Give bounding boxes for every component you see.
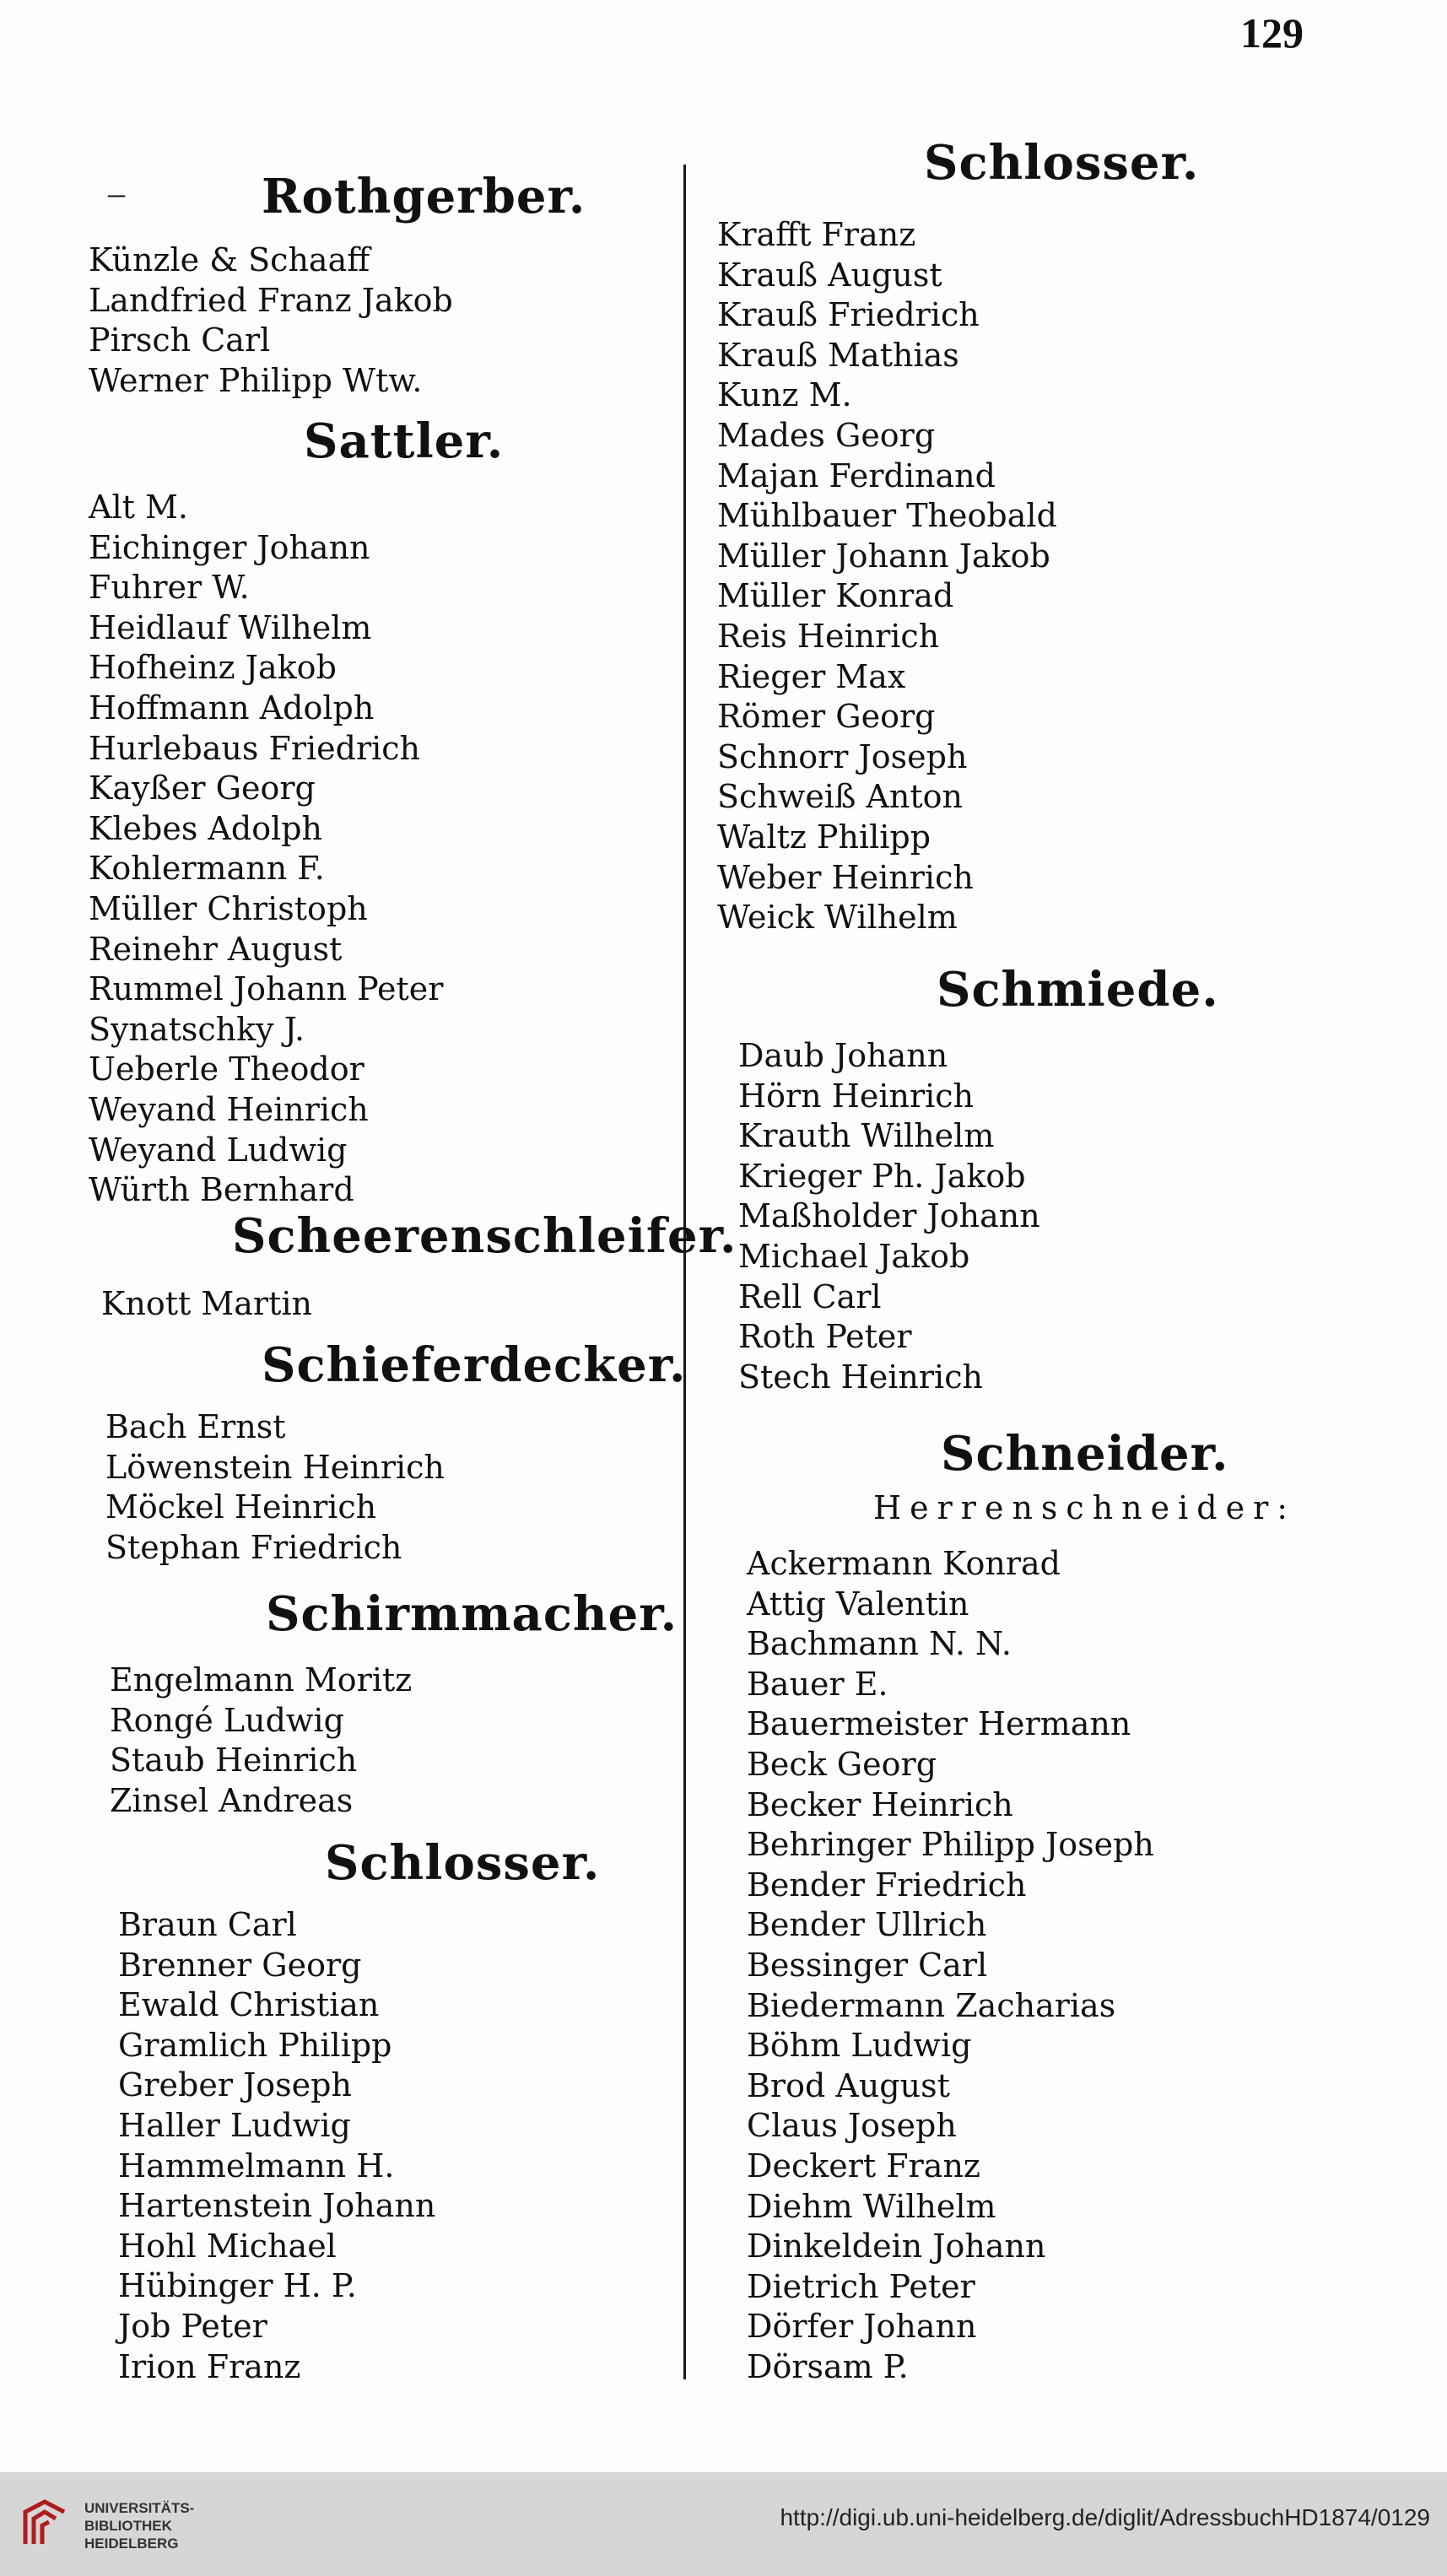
list-item: Würth Bernhard	[89, 1171, 354, 1209]
library-name-line: BIBLIOTHEK	[84, 2518, 172, 2534]
list-item: Bender Ullrich	[747, 1906, 987, 1944]
list-item: Möckel Heinrich	[105, 1488, 377, 1526]
list-item: Müller Christoph	[89, 889, 368, 927]
list-item: Dörfer Johann	[747, 2308, 977, 2346]
entry-list-schieferdecker	[105, 1407, 445, 1568]
entry-list-schirmmacher	[110, 1661, 412, 1821]
list-item: Knott Martin	[101, 1285, 312, 1322]
list-item: Pirsch Carl	[89, 321, 271, 359]
list-item: Hoffmann Adolph	[89, 689, 375, 726]
list-item: Brod August	[747, 2066, 950, 2104]
list-item: Römer Georg	[717, 698, 936, 736]
list-item: Bauer E.	[747, 1665, 888, 1703]
permalink-url[interactable]: http://digi.ub.uni-heidelberg.de/diglit/AdressbuchHD1874/0129	[780, 2504, 1430, 2530]
list-item: Fuhrer W.	[89, 569, 250, 607]
entry-list-scheerenschleifer	[101, 1284, 312, 1325]
entry-list-schlosser-right	[717, 215, 1057, 938]
list-item: Künzle & Schaaff	[89, 241, 370, 278]
list-item: Bachmann N. N.	[747, 1625, 1012, 1663]
list-item: Ueberle Theodor	[89, 1050, 364, 1088]
list-item: Greber Joseph	[118, 2066, 352, 2104]
list-item: Attig Valentin	[747, 1585, 969, 1623]
list-item: Roth Peter	[738, 1318, 912, 1356]
entry-list-schlosser-left	[118, 1905, 435, 2387]
section-heading-rothgerber: Rothgerber.	[262, 169, 586, 224]
list-item: Majan Ferdinand	[717, 456, 996, 494]
list-item: Stech Heinrich	[738, 1358, 983, 1396]
leading-dash: –	[108, 174, 125, 212]
list-item: Zinsel Andreas	[110, 1781, 354, 1819]
list-item: Reinehr August	[89, 930, 343, 968]
list-item: Heidlauf Wilhelm	[89, 608, 372, 646]
entry-list-schmiede	[738, 1036, 1040, 1397]
list-item: Brenner Georg	[118, 1946, 362, 1984]
section-heading-scheerenschleifer: Scheerenschleifer.	[232, 1208, 737, 1264]
list-item: Engelmann Moritz	[110, 1661, 413, 1698]
list-item: Dietrich Peter	[747, 2267, 975, 2305]
list-item: Müller Konrad	[717, 577, 954, 615]
list-item: Bessinger Carl	[747, 1946, 988, 1984]
list-item: Bender Friedrich	[747, 1866, 1027, 1904]
section-heading-schieferdecker: Schieferdecker.	[262, 1337, 687, 1393]
list-item: Stephan Friedrich	[105, 1528, 402, 1566]
list-item: Hübinger H. P.	[118, 2267, 357, 2305]
list-item: Staub Heinrich	[110, 1742, 358, 1779]
list-item: Hurlebaus Friedrich	[89, 729, 421, 767]
list-item: Gramlich Philipp	[118, 2026, 392, 2064]
list-item: Maßholder Johann	[738, 1197, 1040, 1235]
library-name-line: UNIVERSITÄTS-	[84, 2500, 195, 2516]
library-name-line: HEIDELBERG	[84, 2535, 179, 2552]
list-item: Löwenstein Heinrich	[105, 1448, 445, 1486]
subheading-herrenschneider: Herrenschneider:	[873, 1489, 1297, 1526]
list-item: Mades Georg	[717, 416, 936, 454]
list-item: Ackermann Konrad	[747, 1545, 1061, 1582]
list-item: Hartenstein Johann	[118, 2187, 436, 2225]
entry-list-rothgerber	[89, 240, 453, 401]
list-item: Hofheinz Jakob	[89, 649, 337, 687]
list-item: Haller Ludwig	[118, 2106, 351, 2144]
list-item: Dinkeldein Johann	[747, 2228, 1046, 2265]
list-item: Hörn Heinrich	[738, 1077, 975, 1115]
list-item: Kohlermann F.	[89, 850, 325, 888]
section-heading-schneider: Schneider.	[941, 1426, 1229, 1482]
section-heading-schlosser: Schlosser.	[325, 1835, 601, 1891]
library-name	[84, 2499, 194, 2552]
list-item: Biedermann Zacharias	[747, 1986, 1116, 2024]
list-item: Hohl Michael	[118, 2227, 337, 2265]
list-item: Schnorr Joseph	[717, 737, 968, 775]
list-item: Braun Carl	[118, 1906, 297, 1943]
list-item: Eichinger Johann	[89, 528, 370, 566]
list-item: Kunz M.	[717, 376, 852, 414]
viewer-footer	[0, 2472, 1447, 2576]
list-item: Rummel Johann Peter	[89, 970, 444, 1008]
list-item: Reis Heinrich	[717, 617, 940, 655]
list-item: Ewald Christian	[118, 1986, 380, 2024]
list-item: Krieger Ph. Jakob	[738, 1157, 1026, 1195]
list-item: Diehm Wilhelm	[747, 2187, 996, 2225]
list-item: Krauth Wilhelm	[738, 1117, 995, 1155]
list-item: Beck Georg	[747, 1745, 937, 1783]
list-item: Weyand Heinrich	[89, 1090, 369, 1128]
entry-list-herrenschneider	[747, 1544, 1154, 2387]
list-item: Dörsam P.	[747, 2347, 909, 2385]
list-item: Deckert Franz	[747, 2147, 980, 2184]
page-number: 129	[1240, 9, 1304, 57]
list-item: Job Peter	[118, 2307, 267, 2345]
list-item: Daub Johann	[738, 1037, 948, 1074]
section-heading-schirmmacher: Schirmmacher.	[266, 1586, 678, 1642]
list-item: Krauß August	[717, 256, 942, 294]
list-item: Weyand Ludwig	[89, 1131, 348, 1169]
list-item: Weber Heinrich	[717, 858, 974, 896]
section-heading-schlosser-cont: Schlosser.	[924, 135, 1200, 191]
list-item: Weick Wilhelm	[717, 899, 958, 937]
list-item: Schweiß Anton	[717, 778, 963, 816]
section-heading-sattler: Sattler.	[304, 413, 505, 469]
list-item: Behringer Philipp Joseph	[747, 1826, 1154, 1864]
list-item: Werner Philipp Wtw.	[89, 361, 423, 399]
list-item: Kayßer Georg	[89, 770, 316, 807]
list-item: Claus Joseph	[747, 2107, 957, 2145]
list-item: Becker Heinrich	[747, 1785, 1013, 1823]
list-item: Rieger Max	[717, 657, 906, 695]
list-item: Mühlbauer Theobald	[717, 497, 1057, 535]
list-item: Böhm Ludwig	[747, 2027, 972, 2065]
list-item: Bauermeister Hermann	[747, 1705, 1131, 1743]
list-item: Alt M.	[89, 489, 188, 526]
list-item: Krauß Friedrich	[717, 296, 980, 334]
list-item: Synatschky J.	[89, 1010, 305, 1048]
list-item: Klebes Adolph	[89, 809, 323, 847]
list-item: Rell Carl	[738, 1277, 882, 1315]
list-item: Bach Ernst	[105, 1408, 286, 1445]
section-heading-schmiede: Schmiede.	[937, 962, 1219, 1018]
list-item: Krauß Mathias	[717, 336, 959, 374]
list-item: Rongé Ludwig	[110, 1701, 344, 1739]
university-library-logo-icon	[15, 2493, 74, 2552]
list-item: Irion Franz	[118, 2347, 301, 2385]
list-item: Müller Johann Jakob	[717, 537, 1050, 575]
list-item: Hammelmann H.	[118, 2147, 395, 2184]
entry-list-sattler	[89, 488, 443, 1211]
list-item: Krafft Franz	[717, 216, 916, 253]
list-item: Landfried Franz Jakob	[89, 281, 453, 319]
column-divider	[683, 165, 686, 2379]
list-item: Michael Jakob	[738, 1237, 970, 1275]
list-item: Waltz Philipp	[717, 818, 931, 856]
